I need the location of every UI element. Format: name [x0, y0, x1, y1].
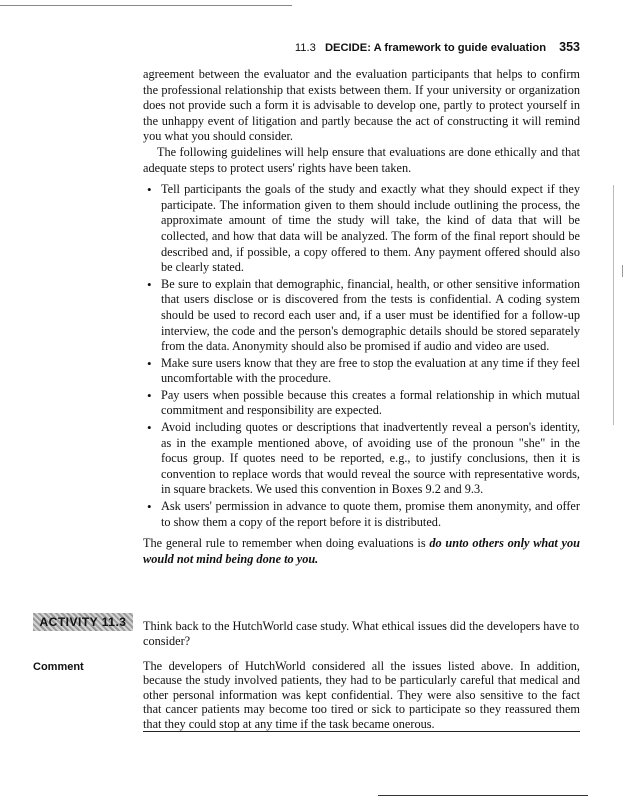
guideline-item: • Pay users when possible because this creates a formal relationship in which mutual commitment and responsibility are expected. [161, 388, 580, 419]
top-rule [0, 5, 292, 6]
guideline-item: • Be sure to explain that demographic, financial, health, or other sensitive information that users disclose or is discovered from the tests is confidential. A coding system should be used to record each user and, if a user must be identified for a follow-up interview, the code and the person's demographic details should be stored separately from the data. Anonymity should also be promised if audio and video are used. [161, 277, 580, 355]
page-number: 353 [559, 40, 580, 54]
comment-text: The developers of HutchWorld considered all the issues listed above. In addition, because the study involved patients, they had to be particularly careful that medical and other personal information was kept confidential. They were also sensitive to the fact that cancer patients may become too tired or sick to participate so they reassured them that they could stop at any time if the task became onerous. [143, 659, 580, 731]
margin-change-bar [613, 185, 614, 425]
section-end-rule [143, 731, 580, 732]
activity-badge: ACTIVITY 11.3 [33, 613, 133, 631]
margin-mark [622, 265, 623, 277]
guidelines-intro: The following guidelines will help ensure that evaluations are done ethically and that adequate steps to protect users' rights have been taken. [143, 144, 580, 175]
intro-paragraph: agreement between the evaluator and the evaluation participants that helps to confirm the professional relationship that exists between them. If your university or organization does not provide such a form it is advisable to develop one, partly to protect yourself in the unhappy event of litigation and partly because the act of constructing it will remind you what you should consider. [143, 67, 580, 144]
guideline-item: • Avoid including quotes or descriptions that inadvertently reveal a person's identity, as in the example mentioned above, of avoiding use of the pronoun "she" in the focus group. If quotes need to be reported, e.g., to justify conclusions, then it is convention to replace words that would reveal the source with representative words, in square brackets. We used this convention in Boxes 9.2 and 9.3. [161, 420, 580, 498]
running-header [295, 40, 580, 54]
activity-text: Think back to the HutchWorld case study. What ethical issues did the developers have to consider? [143, 619, 580, 648]
guidelines-list [143, 182, 580, 530]
guideline-item: • Ask users' permission in advance to quote them, promise them anonymity, and offer to show them a copy of the report before it is distributed. [161, 499, 580, 530]
footer-rule [378, 795, 588, 796]
main-text [143, 67, 580, 567]
guideline-item: • Make sure users know that they are free to stop the evaluation at any time if they feel uncomfortable with the procedure. [161, 356, 580, 387]
section-title: DECIDE: A framework to guide evaluation [324, 42, 547, 54]
general-rule-emphasis: do unto others only what you would not mind being done to you. [143, 536, 581, 566]
guideline-item: • Tell participants the goals of the study and exactly what they should expect if they participate. The information given to them should include outlining the process, the approximate amount of time the study will take, the kind of data that will be collected, and how that data will be analyzed. The form of the final report should be described and, if possible, a copy offered to them. Any payment offered should also be clearly stated. [161, 182, 580, 276]
section-number: 11.3 [294, 42, 316, 54]
comment-label: Comment [33, 661, 84, 673]
general-rule-lead: The general rule to remember when doing evaluations is [143, 536, 430, 551]
general-rule [143, 536, 580, 567]
